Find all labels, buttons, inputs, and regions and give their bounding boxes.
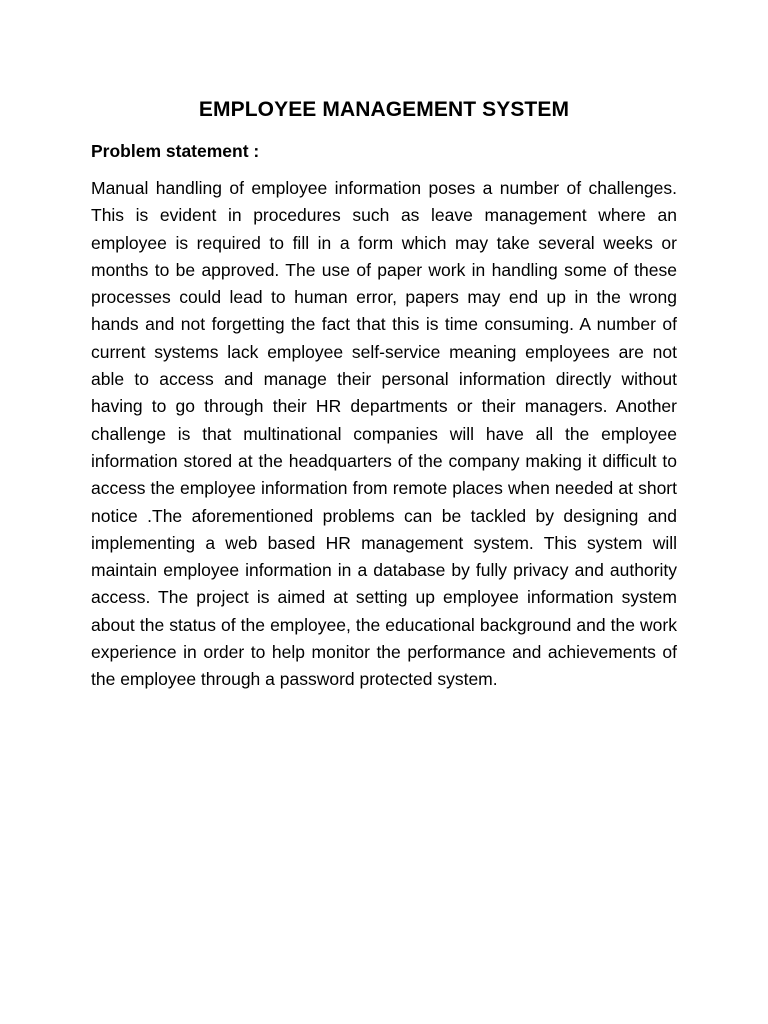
body-paragraph: Manual handling of employee information poses a number of challenges. This is evident in procedures such as leave management where an employee is required to fill in a form which may take several weeks or months to be approved. The use of paper work in handling some of these processes could lead to human error, papers may end up in the wrong hands and not forgetting the fact that this is time consuming. A number of current systems lack employee self-service meaning employees are not able to access and manage their personal information directly without having to go through their HR departments or their managers. Another challenge is that multinational companies will have all the employee information stored at the headquarters of the company making it difficult to access the employee information from remote places when needed at short notice .The aforementioned problems can be tackled by designing and implementing a web based HR management system. This system will maintain employee information in a database by fully privacy and authority access. The project is aimed at setting up employee information system about the status of the employee, the educational background and the work experience in order to help monitor the performance and achievements of the employee through a password protected system. [91, 178, 677, 690]
section-heading: Problem statement : [91, 141, 260, 161]
document-title: EMPLOYEE MANAGEMENT SYSTEM [198, 98, 570, 121]
